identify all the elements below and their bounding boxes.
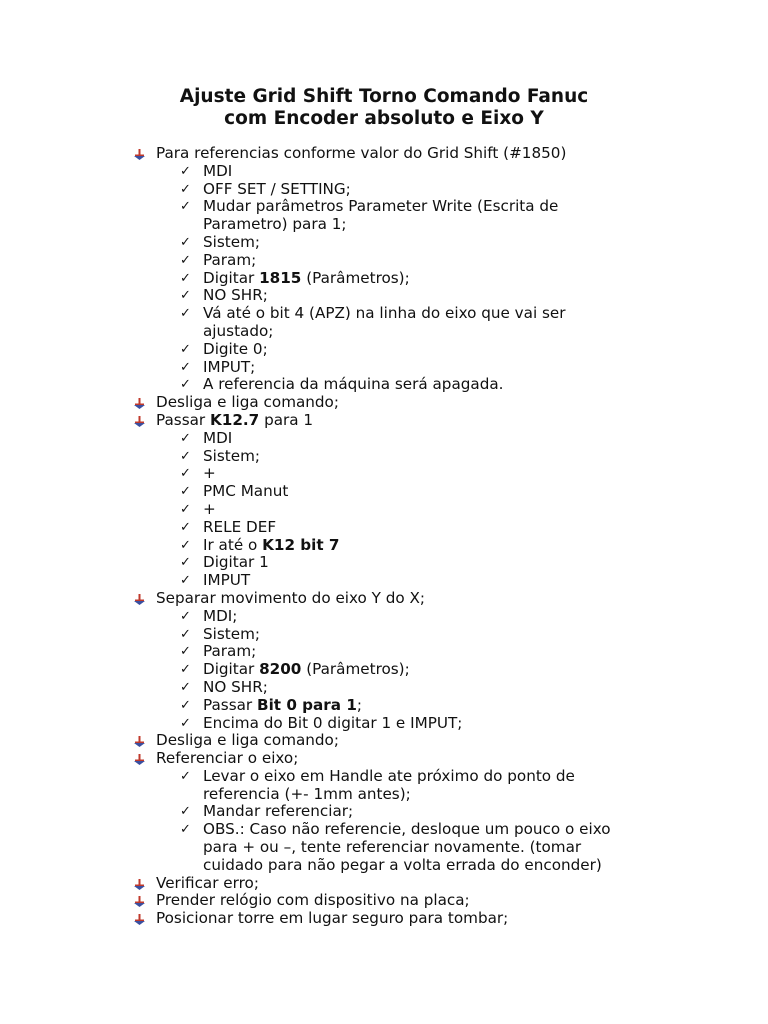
item-text — [203, 803, 353, 821]
document-title — [0, 86, 768, 130]
bold-segment: 1815 — [259, 268, 302, 287]
pin-bullet-icon — [134, 754, 145, 765]
text-segment: Separar movimento do eixo Y do X; — [156, 588, 426, 607]
substep-item — [0, 501, 768, 519]
text-segment: Digite 0; — [203, 339, 268, 358]
checkmark-icon: ✓ — [180, 484, 191, 500]
item-text — [203, 643, 256, 661]
text-segment: Referenciar o eixo; — [156, 749, 299, 768]
substep-item — [0, 341, 768, 359]
substep-item — [0, 626, 768, 644]
text-segment: Desliga e liga comando; — [156, 731, 339, 750]
checkmark-icon: ✓ — [180, 466, 191, 482]
text-segment: referencia (+- 1mm antes); — [203, 784, 411, 803]
text-segment: A referencia da máquina será apagada. — [203, 375, 504, 394]
text-segment: cuidado para não pegar a volta errada do enconder) — [203, 855, 602, 874]
item-text — [203, 448, 260, 466]
item-text — [203, 501, 216, 519]
item-text — [203, 376, 503, 394]
step-item — [0, 590, 768, 608]
text-segment: ajustado; — [203, 321, 274, 340]
substep-item — [0, 252, 768, 270]
text-segment: Param; — [203, 250, 257, 269]
pin-bullet-icon — [134, 149, 145, 160]
item-text — [203, 430, 232, 448]
text-segment: Para referencias conforme valor do Grid Shift (#1850) — [156, 144, 567, 162]
checkmark-icon: ✓ — [180, 199, 191, 215]
checkmark-icon: ✓ — [180, 697, 191, 713]
substep-continuation — [0, 857, 768, 875]
pin-bullet-icon — [134, 736, 145, 747]
checkmark-icon: ✓ — [180, 608, 191, 624]
text-segment: Digitar 1 — [203, 553, 269, 572]
text-segment: NO SHR; — [203, 677, 268, 696]
text-segment: IMPUT — [203, 571, 251, 590]
instruction-list — [0, 145, 768, 928]
step-item — [0, 394, 768, 412]
item-text — [203, 198, 558, 216]
substep-item — [0, 234, 768, 252]
item-text — [203, 234, 260, 252]
checkmark-icon: ✓ — [180, 626, 191, 642]
text-segment: Digitar — [203, 660, 260, 679]
item-text — [203, 519, 276, 537]
pin-bullet-icon — [134, 398, 145, 409]
text-segment: Mudar parâmetros Parameter Write (Escrita de — [203, 197, 559, 216]
checkmark-icon: ✓ — [180, 662, 191, 678]
item-text — [156, 732, 339, 750]
item-text — [203, 786, 411, 804]
checkmark-icon: ✓ — [180, 804, 191, 820]
item-text — [203, 768, 575, 786]
checkmark-icon: ✓ — [180, 430, 191, 446]
item-text — [203, 181, 351, 199]
pin-bullet-icon — [134, 879, 145, 890]
step-item — [0, 875, 768, 893]
item-text — [203, 626, 260, 644]
substep-item — [0, 608, 768, 626]
substep-continuation — [0, 216, 768, 234]
checkmark-icon: ✓ — [180, 306, 191, 322]
substep-item — [0, 448, 768, 466]
text-segment: + — [203, 499, 216, 518]
text-segment: Digitar — [203, 268, 260, 287]
step-item — [0, 750, 768, 768]
substep-item — [0, 376, 768, 394]
checkmark-icon: ✓ — [180, 359, 191, 375]
item-text — [156, 590, 425, 608]
substep-item — [0, 163, 768, 181]
text-segment: Parametro) para 1; — [203, 215, 347, 234]
text-segment: Levar o eixo em Handle ate próximo do ponto de — [203, 766, 575, 785]
checkmark-icon: ✓ — [180, 234, 191, 250]
item-text — [203, 697, 362, 715]
checkmark-icon: ✓ — [180, 768, 191, 784]
step-item — [0, 910, 768, 928]
text-segment: MDI — [203, 428, 233, 447]
item-text — [203, 287, 268, 305]
step-item — [0, 412, 768, 430]
substep-item — [0, 661, 768, 679]
bold-segment: K12 bit 7 — [262, 535, 340, 554]
checkmark-icon: ✓ — [180, 519, 191, 535]
substep-item — [0, 198, 768, 216]
text-segment: Sistem; — [203, 446, 260, 465]
item-text — [203, 679, 268, 697]
substep-item — [0, 483, 768, 501]
text-segment: ; — [356, 695, 363, 714]
step-item — [0, 892, 768, 910]
step-item — [0, 145, 768, 163]
bold-segment: Bit 0 para 1 — [257, 695, 357, 714]
text-segment: para + ou –, tente referenciar novamente. (tomar — [203, 838, 582, 857]
item-text — [203, 163, 232, 181]
text-segment: Prender relógio com dispositivo na placa; — [156, 891, 470, 910]
item-text — [203, 715, 462, 733]
text-segment: PMC Manut — [203, 482, 289, 501]
item-text — [203, 216, 347, 234]
item-text — [156, 910, 508, 928]
item-text — [156, 394, 339, 412]
text-segment: IMPUT; — [203, 357, 256, 376]
checkmark-icon: ✓ — [180, 644, 191, 660]
text-segment: Ir até o — [203, 535, 263, 554]
substep-item — [0, 554, 768, 572]
item-text — [203, 661, 410, 679]
checkmark-icon: ✓ — [180, 573, 191, 589]
text-segment: Encima do Bit 0 digitar 1 e IMPUT; — [203, 713, 463, 732]
item-text — [203, 341, 268, 359]
item-text — [156, 145, 566, 163]
item-text — [203, 821, 611, 839]
pin-bullet-icon — [134, 416, 145, 427]
item-text — [203, 270, 410, 288]
checkmark-icon: ✓ — [180, 163, 191, 179]
item-text — [203, 572, 250, 590]
checkmark-icon: ✓ — [180, 822, 191, 838]
item-text — [203, 839, 581, 857]
checkmark-icon: ✓ — [180, 537, 191, 553]
text-segment: Sistem; — [203, 232, 260, 251]
checkmark-icon: ✓ — [180, 555, 191, 571]
substep-item — [0, 803, 768, 821]
item-text — [203, 554, 269, 572]
item-text — [203, 359, 255, 377]
text-segment: OBS.: Caso não referencie, desloque um pouco o eixo — [203, 820, 611, 839]
substep-item — [0, 465, 768, 483]
item-text — [203, 252, 256, 270]
item-text — [203, 537, 340, 555]
substep-item — [0, 270, 768, 288]
text-segment: NO SHR; — [203, 286, 268, 305]
pin-bullet-icon — [134, 914, 145, 925]
item-text — [203, 483, 288, 501]
checkmark-icon: ✓ — [180, 377, 191, 393]
substep-item — [0, 519, 768, 537]
text-segment: Passar — [156, 410, 210, 429]
text-segment: Mandar referenciar; — [203, 802, 354, 821]
item-text — [203, 323, 273, 341]
checkmark-icon: ✓ — [180, 448, 191, 464]
checkmark-icon: ✓ — [180, 501, 191, 517]
bold-segment: 8200 — [259, 660, 302, 679]
substep-item — [0, 643, 768, 661]
text-segment: (Parâmetros); — [301, 268, 410, 287]
checkmark-icon: ✓ — [180, 679, 191, 695]
substep-item — [0, 305, 768, 323]
item-text — [156, 412, 313, 430]
item-text — [203, 857, 602, 875]
title-line-1: Ajuste Grid Shift Torno Comando Fanuc — [179, 86, 589, 107]
text-segment: Param; — [203, 642, 257, 661]
text-segment: (Parâmetros); — [301, 660, 410, 679]
item-text — [156, 892, 470, 910]
text-segment: Posicionar torre em lugar seguro para tombar; — [156, 909, 509, 928]
checkmark-icon: ✓ — [180, 270, 191, 286]
checkmark-icon: ✓ — [180, 715, 191, 731]
checkmark-icon: ✓ — [180, 341, 191, 357]
text-segment: MDI; — [203, 606, 238, 625]
substep-item — [0, 572, 768, 590]
text-segment: Desliga e liga comando; — [156, 393, 339, 412]
substep-item — [0, 768, 768, 786]
item-text — [156, 875, 259, 893]
checkmark-icon: ✓ — [180, 252, 191, 268]
pin-bullet-icon — [134, 896, 145, 907]
text-segment: Verificar erro; — [156, 873, 259, 892]
substep-item — [0, 697, 768, 715]
substep-item — [0, 715, 768, 733]
checkmark-icon: ✓ — [180, 181, 191, 197]
title-line-2: com Encoder absoluto e Eixo Y — [224, 108, 544, 129]
text-segment: para 1 — [259, 410, 314, 429]
text-segment: Sistem; — [203, 624, 260, 643]
substep-item — [0, 181, 768, 199]
text-segment: Vá até o bit 4 (APZ) na linha do eixo que vai ser — [203, 304, 566, 323]
substep-item — [0, 537, 768, 555]
bold-segment: K12.7 — [210, 410, 260, 429]
checkmark-icon: ✓ — [180, 288, 191, 304]
item-text — [203, 465, 216, 483]
substep-item — [0, 359, 768, 377]
text-segment: + — [203, 464, 216, 483]
substep-continuation — [0, 786, 768, 804]
text-segment: MDI — [203, 161, 233, 180]
item-text — [203, 608, 237, 626]
substep-item — [0, 821, 768, 839]
substep-item — [0, 430, 768, 448]
pin-bullet-icon — [134, 594, 145, 605]
substep-item — [0, 287, 768, 305]
text-segment: OFF SET / SETTING; — [203, 179, 351, 198]
item-text — [203, 305, 566, 323]
text-segment: Passar — [203, 695, 257, 714]
step-item — [0, 732, 768, 750]
item-text — [156, 750, 298, 768]
substep-item — [0, 679, 768, 697]
text-segment: RELE DEF — [203, 517, 277, 536]
substep-continuation — [0, 323, 768, 341]
substep-continuation — [0, 839, 768, 857]
